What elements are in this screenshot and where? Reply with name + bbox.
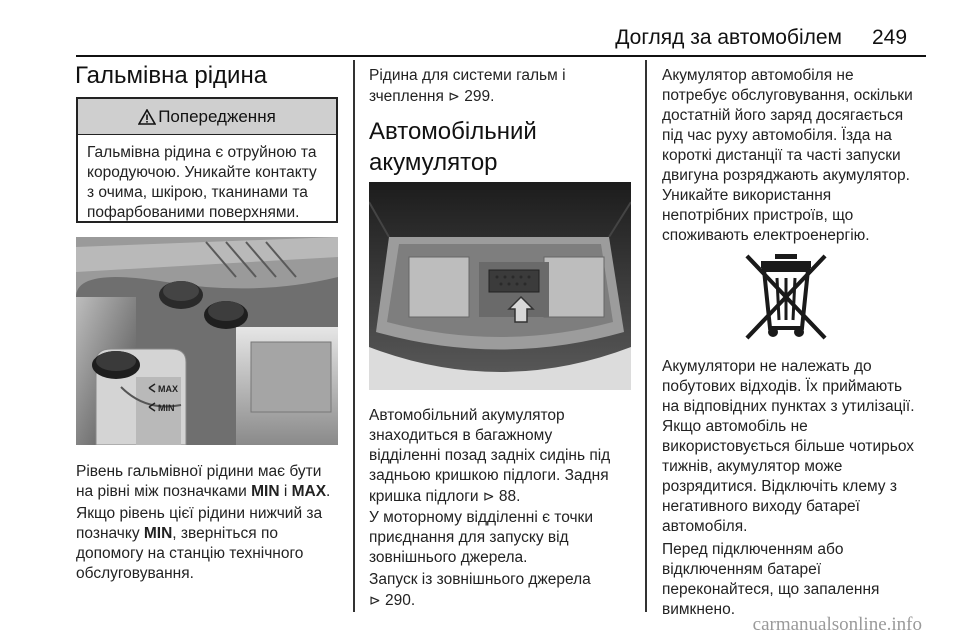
text-line: на рівні між позначками [76, 483, 252, 500]
text-line: автомобіля. [662, 518, 748, 535]
text-line: У моторному відділенні є точки [369, 509, 594, 526]
text-line: знаходиться в багажному [369, 427, 553, 444]
ignition-off-paragraph [662, 540, 879, 620]
trunk-battery-photo [369, 182, 631, 390]
page-number: 249 [872, 26, 908, 49]
reference-arrow-icon[interactable]: ⊳ [482, 488, 495, 504]
column-divider [645, 60, 647, 612]
text-fragment: і [279, 483, 292, 500]
text-fragment: зчеплення [369, 88, 449, 105]
title-line: акумулятор [369, 149, 498, 176]
brake-fluid-reservoir-photo [76, 237, 338, 445]
min-mark-text: MIN [143, 525, 173, 542]
text-fragment: . [326, 483, 331, 500]
running-header-title: Догляд за автомобілем [615, 26, 842, 49]
warning-heading: Попередження [158, 106, 276, 126]
section-title-brake-fluid: Гальмівна рідина [75, 62, 268, 89]
text-line: на відповідних пунктах з утилізації. [662, 398, 915, 415]
reference-arrow-icon[interactable]: ⊳ [369, 592, 381, 608]
text-line: Рівень гальмівної рідини має бути [76, 463, 322, 480]
text-line: тижнів, акумулятор може [662, 458, 843, 475]
brake-fluid-low-paragraph [76, 504, 322, 584]
warning-box [76, 97, 338, 223]
warning-line: з очима, шкірою, тканинами та [87, 184, 308, 201]
brake-fluid-level-paragraph [76, 462, 330, 502]
text-line: Рідина для системи гальм і [369, 67, 566, 84]
warning-line: пофарбованими поверхнями. [87, 204, 300, 221]
warning-triangle-icon [138, 109, 156, 125]
warning-text [78, 135, 336, 223]
text-line: достатній його заряд досягається [662, 107, 904, 124]
max-label: MAX [158, 384, 178, 394]
text-line: негативного виходу батареї [662, 498, 860, 515]
max-mark-text: MAX [291, 483, 327, 500]
text-line: вимкнено. [662, 601, 735, 618]
text-fragment: позначку [76, 525, 144, 542]
warning-line: Гальмівна рідина є отруйною та [87, 144, 317, 161]
jump-start-points-paragraph [369, 508, 593, 568]
text-line: під час руху автомобіля. Їзда на [662, 127, 892, 144]
text-line: переконайтеся, що запалення [662, 581, 880, 598]
text-line: розрядитися. Відключіть клему з [662, 478, 897, 495]
battery-maintenance-paragraph [662, 66, 913, 246]
text-line: Перед підключенням або [662, 541, 844, 558]
crossed-out-wheelie-bin-icon [741, 252, 831, 342]
text-line: двигуна розряджають акумулятор. [662, 167, 910, 184]
text-line: Запуск із зовнішнього джерела [369, 571, 591, 588]
header-rule [76, 55, 926, 57]
text-line: Якщо автомобіль не [662, 418, 808, 435]
text-line: потребує обслуговування, оскільки [662, 87, 913, 104]
section-title-battery [369, 116, 537, 178]
title-line: Автомобільний [369, 118, 537, 145]
brake-clutch-fluid-reference [369, 66, 566, 107]
text-line: відділенні позад задніх сидінь під [369, 447, 611, 464]
text-line: обслуговування. [76, 565, 194, 582]
warning-header [78, 99, 336, 135]
page-reference-link[interactable]: 290. [380, 592, 416, 609]
text-line: допомогу на станцію технічного [76, 545, 304, 562]
min-mark-text: MIN [251, 483, 280, 500]
text-line: непотрібних пристроїв, що [662, 207, 854, 224]
text-line: Якщо рівень цієї рідини нижчий за [76, 505, 323, 522]
text-line: Акумулятори не належать до [662, 358, 872, 375]
min-label: MIN [158, 403, 175, 413]
battery-disposal-paragraph [662, 357, 915, 417]
text-fragment: кришка підлоги [369, 488, 483, 505]
jump-start-reference [369, 570, 591, 611]
text-line: споживають електроенергію. [662, 227, 870, 244]
battery-location-paragraph [369, 406, 610, 507]
page-reference-link[interactable]: 299. [459, 88, 495, 105]
text-line: короткі дистанції та часті запуски [662, 147, 901, 164]
text-fragment: , зверніться по [172, 525, 278, 542]
reference-arrow-icon[interactable]: ⊳ [448, 88, 460, 104]
battery-discharge-paragraph [662, 417, 914, 537]
column-divider [353, 60, 355, 612]
text-line: побутових відходів. Їх приймають [662, 378, 903, 395]
text-line: Акумулятор автомобіля не [662, 67, 854, 84]
text-line: відключенням батареї [662, 561, 822, 578]
text-line: Автомобільний акумулятор [369, 407, 565, 424]
text-line: зовнішнього джерела. [369, 549, 528, 566]
warning-line: кородуючою. Уникайте контакту [87, 164, 317, 181]
text-line: Уникайте використання [662, 187, 832, 204]
text-line: задньою кришкою підлоги. Задня [369, 467, 609, 484]
page-reference-link[interactable]: 88. [494, 488, 521, 505]
text-line: приєднання для запуску від [369, 529, 569, 546]
text-line: використовується більше чотирьох [662, 438, 915, 455]
watermark: carmanualsonline.info [752, 614, 922, 635]
